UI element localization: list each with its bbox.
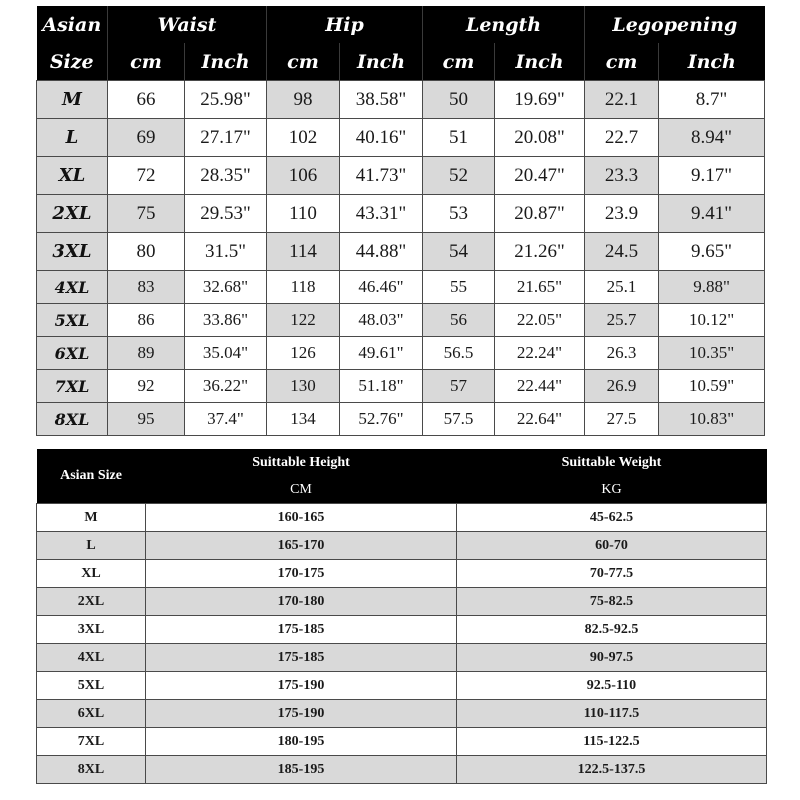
value-cell: 114: [267, 233, 340, 271]
value-cell: 102: [267, 119, 340, 157]
table-row: [37, 728, 767, 756]
value-cell: 10.12": [659, 304, 765, 337]
size-cell: M: [37, 81, 108, 119]
table-row: [37, 672, 767, 700]
value-cell: 75: [108, 195, 185, 233]
value-cell: 29.53": [185, 195, 267, 233]
size-cell: 3XL: [37, 233, 108, 271]
value-cell: 9.88": [659, 271, 765, 304]
size-cell: 6XL: [37, 700, 146, 728]
header-unit: Inch: [495, 43, 585, 81]
value-cell: 122: [267, 304, 340, 337]
header-weight-unit: KG: [457, 476, 767, 504]
header-height-unit: CM: [146, 476, 457, 504]
value-cell: 25.1: [585, 271, 659, 304]
value-cell: 41.73": [340, 157, 423, 195]
height-cell: 175-190: [146, 672, 457, 700]
value-cell: 21.65": [495, 271, 585, 304]
size-cell: 2XL: [37, 195, 108, 233]
height-cell: 165-170: [146, 532, 457, 560]
value-cell: 37.4": [185, 403, 267, 436]
value-cell: 33.86": [185, 304, 267, 337]
value-cell: 22.7: [585, 119, 659, 157]
value-cell: 10.35": [659, 337, 765, 370]
size-cell: 5XL: [37, 672, 146, 700]
table-row: [37, 756, 767, 784]
size-cell: XL: [37, 560, 146, 588]
value-cell: 9.17": [659, 157, 765, 195]
value-cell: 53: [423, 195, 495, 233]
value-cell: 20.87": [495, 195, 585, 233]
value-cell: 38.58": [340, 81, 423, 119]
value-cell: 44.88": [340, 233, 423, 271]
table-row: [37, 157, 765, 195]
value-cell: 46.46": [340, 271, 423, 304]
table-row: [37, 271, 765, 304]
height-weight-table: [36, 449, 767, 784]
header-size: Size: [37, 43, 108, 81]
table-row: [37, 532, 767, 560]
value-cell: 19.69": [495, 81, 585, 119]
size-cell: 2XL: [37, 588, 146, 616]
header-suittable-weight: Suittable Weight: [457, 449, 767, 476]
value-cell: 134: [267, 403, 340, 436]
value-cell: 57: [423, 370, 495, 403]
value-cell: 27.5: [585, 403, 659, 436]
value-cell: 89: [108, 337, 185, 370]
value-cell: 25.7: [585, 304, 659, 337]
value-cell: 52.76": [340, 403, 423, 436]
height-cell: 175-185: [146, 616, 457, 644]
value-cell: 23.3: [585, 157, 659, 195]
header-row-units: [37, 476, 767, 504]
table-row: [37, 304, 765, 337]
value-cell: 24.5: [585, 233, 659, 271]
value-cell: 26.9: [585, 370, 659, 403]
value-cell: 118: [267, 271, 340, 304]
value-cell: 8.94": [659, 119, 765, 157]
height-cell: 175-190: [146, 700, 457, 728]
weight-cell: 92.5-110: [457, 672, 767, 700]
header-unit: Inch: [185, 43, 267, 81]
size-cell: 3XL: [37, 616, 146, 644]
size-cell: 8XL: [37, 756, 146, 784]
value-cell: 52: [423, 157, 495, 195]
size-cell: 7XL: [37, 728, 146, 756]
value-cell: 40.16": [340, 119, 423, 157]
size-cell: 6XL: [37, 337, 108, 370]
weight-cell: 122.5-137.5: [457, 756, 767, 784]
value-cell: 54: [423, 233, 495, 271]
value-cell: 22.1: [585, 81, 659, 119]
size-cell: M: [37, 504, 146, 532]
value-cell: 55: [423, 271, 495, 304]
value-cell: 36.22": [185, 370, 267, 403]
header-waist: Waist: [108, 6, 267, 43]
value-cell: 56: [423, 304, 495, 337]
value-cell: 22.44": [495, 370, 585, 403]
header-length: Length: [423, 6, 585, 43]
value-cell: 98: [267, 81, 340, 119]
value-cell: 25.98": [185, 81, 267, 119]
value-cell: 72: [108, 157, 185, 195]
table-row: [37, 644, 767, 672]
value-cell: 92: [108, 370, 185, 403]
value-cell: 43.31": [340, 195, 423, 233]
value-cell: 86: [108, 304, 185, 337]
size-cell: 7XL: [37, 370, 108, 403]
header-unit: cm: [585, 43, 659, 81]
table-row: [37, 370, 765, 403]
table-row: [37, 504, 767, 532]
weight-cell: 90-97.5: [457, 644, 767, 672]
value-cell: 83: [108, 271, 185, 304]
weight-cell: 75-82.5: [457, 588, 767, 616]
value-cell: 80: [108, 233, 185, 271]
header-unit: cm: [108, 43, 185, 81]
weight-cell: 45-62.5: [457, 504, 767, 532]
table-row: [37, 81, 765, 119]
table-row: [37, 616, 767, 644]
table-row: [37, 337, 765, 370]
value-cell: 10.59": [659, 370, 765, 403]
value-cell: 51: [423, 119, 495, 157]
table-row: [37, 195, 765, 233]
table-row: [37, 560, 767, 588]
value-cell: 23.9: [585, 195, 659, 233]
value-cell: 20.47": [495, 157, 585, 195]
value-cell: 28.35": [185, 157, 267, 195]
value-cell: 51.18": [340, 370, 423, 403]
size-cell: XL: [37, 157, 108, 195]
value-cell: 56.5: [423, 337, 495, 370]
height-cell: 180-195: [146, 728, 457, 756]
value-cell: 57.5: [423, 403, 495, 436]
size-cell: 4XL: [37, 644, 146, 672]
value-cell: 10.83": [659, 403, 765, 436]
value-cell: 9.65": [659, 233, 765, 271]
weight-cell: 70-77.5: [457, 560, 767, 588]
value-cell: 22.05": [495, 304, 585, 337]
value-cell: 22.64": [495, 403, 585, 436]
height-cell: 170-180: [146, 588, 457, 616]
height-cell: 170-175: [146, 560, 457, 588]
weight-cell: 60-70: [457, 532, 767, 560]
header-unit: cm: [267, 43, 340, 81]
table-row: [37, 700, 767, 728]
header-row-units: [37, 43, 765, 81]
value-cell: 35.04": [185, 337, 267, 370]
value-cell: 130: [267, 370, 340, 403]
value-cell: 50: [423, 81, 495, 119]
value-cell: 110: [267, 195, 340, 233]
weight-cell: 110-117.5: [457, 700, 767, 728]
table-row: [37, 403, 765, 436]
size-cell: L: [37, 119, 108, 157]
value-cell: 126: [267, 337, 340, 370]
value-cell: 69: [108, 119, 185, 157]
header-asian: Asian: [37, 6, 108, 43]
height-cell: 175-185: [146, 644, 457, 672]
size-cell: 8XL: [37, 403, 108, 436]
value-cell: 32.68": [185, 271, 267, 304]
header-unit: Inch: [340, 43, 423, 81]
header-suittable-height: Suittable Height: [146, 449, 457, 476]
weight-cell: 82.5-92.5: [457, 616, 767, 644]
value-cell: 66: [108, 81, 185, 119]
size-cell: L: [37, 532, 146, 560]
size-cell: 5XL: [37, 304, 108, 337]
size-measurement-table: [36, 6, 765, 436]
value-cell: 95: [108, 403, 185, 436]
table-row: [37, 233, 765, 271]
header-row-group: [37, 6, 765, 43]
table-row: [37, 588, 767, 616]
header-legopening: Legopening: [585, 6, 765, 43]
table-row: [37, 119, 765, 157]
value-cell: 26.3: [585, 337, 659, 370]
value-cell: 21.26": [495, 233, 585, 271]
size-cell: 4XL: [37, 271, 108, 304]
height-cell: 160-165: [146, 504, 457, 532]
value-cell: 27.17": [185, 119, 267, 157]
height-cell: 185-195: [146, 756, 457, 784]
header-unit: cm: [423, 43, 495, 81]
value-cell: 48.03": [340, 304, 423, 337]
header-asian-size: Asian Size: [37, 449, 146, 504]
header-row-group: [37, 449, 767, 476]
weight-cell: 115-122.5: [457, 728, 767, 756]
value-cell: 49.61": [340, 337, 423, 370]
value-cell: 8.7": [659, 81, 765, 119]
value-cell: 31.5": [185, 233, 267, 271]
header-hip: Hip: [267, 6, 423, 43]
value-cell: 20.08": [495, 119, 585, 157]
value-cell: 106: [267, 157, 340, 195]
value-cell: 9.41": [659, 195, 765, 233]
value-cell: 22.24": [495, 337, 585, 370]
header-unit: Inch: [659, 43, 765, 81]
